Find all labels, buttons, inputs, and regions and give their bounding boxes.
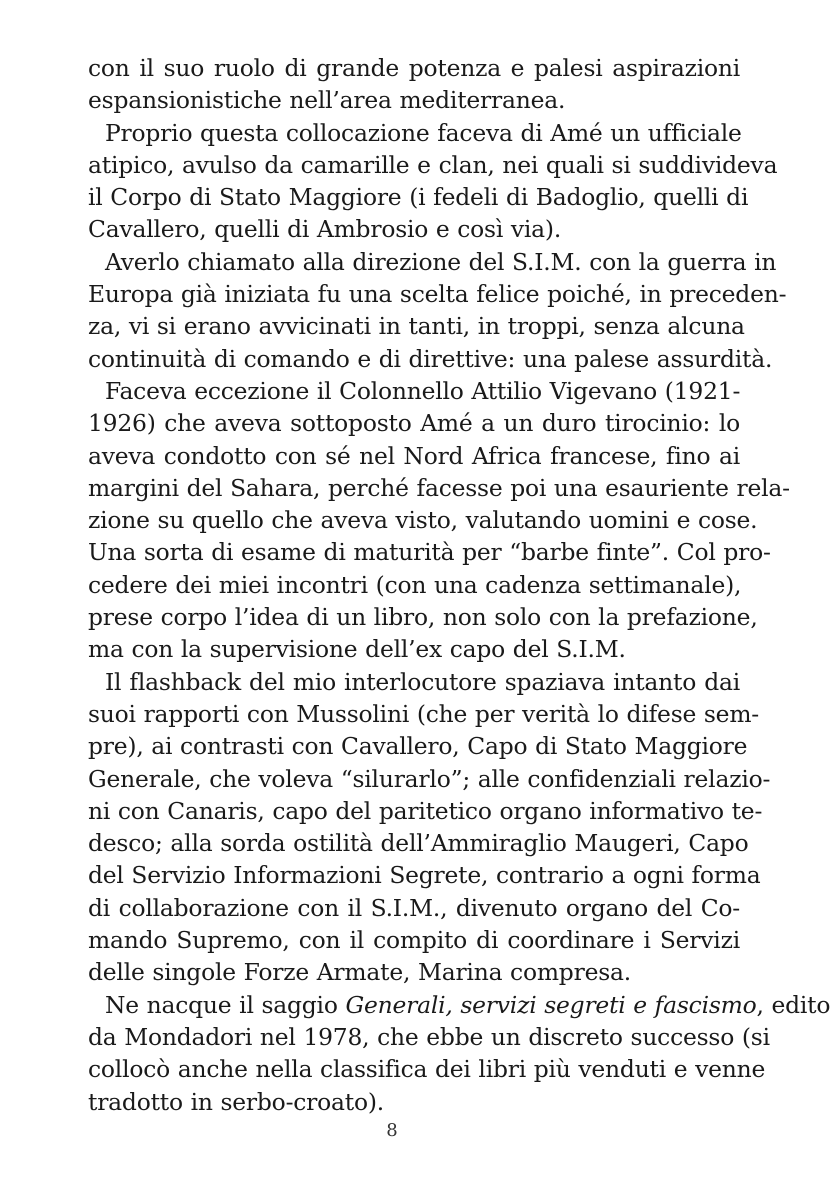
page-number: 8: [386, 1120, 398, 1141]
text-line: di collaborazione con il S.I.M., divenuto organo del Co-: [88, 893, 740, 922]
paragraph-6: [88, 989, 830, 1118]
text-line: Generale, che voleva “silurarlo”; alle confidenziali relazio-: [88, 764, 771, 793]
text-line: suoi rapporti con Mussolini (che per verità lo difese sem-: [88, 699, 760, 728]
text-line: Averlo chiamato alla direzione del S.I.M. con la guerra in: [105, 247, 777, 276]
text-run: Ne nacque il saggio: [105, 990, 346, 1019]
text-line: tradotto in serbo-croato).: [88, 1087, 385, 1116]
text-line: ma con la supervisione dell’ex capo del S.I.M.: [88, 635, 626, 664]
paragraph-1: [88, 52, 740, 117]
body-text: [88, 52, 830, 1118]
text-line: Una sorta di esame di maturità per “barbe finte”. Col pro-: [88, 538, 771, 567]
text-line: pre), ai contrasti con Cavallero, Capo di Stato Maggiore: [88, 732, 748, 761]
paragraph-2: [88, 117, 778, 246]
text-line: continuità di comando e di direttive: una palese assurdità.: [88, 344, 773, 373]
text-line: za, vi si erano avvicinati in tanti, in troppi, senza alcuna: [88, 312, 745, 341]
book-title: Generali, servizi segreti e fascismo: [345, 990, 757, 1019]
text-line: atipico, avulso da camarille e clan, nei quali si suddivideva: [88, 150, 778, 179]
text-line: 1926) che aveva sottoposto Amé a un duro tirocinio: lo: [88, 409, 740, 438]
text-line: Proprio questa collocazione faceva di Amé un ufficiale: [105, 118, 742, 147]
text-line: mando Supremo, con il compito di coordinare i Servizi: [88, 926, 740, 955]
text-line: aveva condotto con sé nel Nord Africa francese, fino ai: [88, 441, 740, 470]
text-line: espansionistiche nell’area mediterranea.: [88, 86, 566, 115]
text-line: margini del Sahara, perché facesse poi una esauriente rela-: [88, 473, 790, 502]
text-line: cedere dei miei incontri (con una cadenza settimanale),: [88, 570, 742, 599]
text-line: del Servizio Informazioni Segrete, contrario a ogni forma: [88, 861, 761, 890]
text-line: prese corpo l’idea di un libro, non solo con la prefazione,: [88, 603, 758, 632]
text-line: con il suo ruolo di grande potenza e palesi aspirazioni: [88, 54, 740, 82]
paragraph-3: [88, 246, 787, 375]
text-line: ni con Canaris, capo del paritetico organo informativo te-: [88, 796, 763, 825]
paragraph-4: [88, 375, 790, 666]
text-line: Cavallero, quelli di Ambrosio e così via).: [88, 215, 562, 244]
text-line: desco; alla sorda ostilità dell’Ammiraglio Maugeri, Capo: [88, 829, 749, 858]
text-line: delle singole Forze Armate, Marina compresa.: [88, 958, 631, 987]
text-line: il Corpo di Stato Maggiore (i fedeli di Badoglio, quelli di: [88, 183, 749, 212]
text-line: Il flashback del mio interlocutore spaziava intanto dai: [105, 667, 740, 696]
text-run: , edito: [756, 990, 830, 1019]
text-line: [88, 989, 830, 1021]
text-line: Europa già iniziata fu una scelta felice poiché, in preceden-: [88, 280, 787, 309]
text-line: Faceva eccezione il Colonnello Attilio Vigevano (1921-: [105, 376, 741, 405]
paragraph-5: [88, 666, 771, 989]
text-line: collocò anche nella classifica dei libri più venduti e venne: [88, 1055, 766, 1084]
text-line: da Mondadori nel 1978, che ebbe un discreto successo (si: [88, 1022, 770, 1051]
text-line: zione su quello che aveva visto, valutando uomini e cose.: [88, 506, 758, 535]
